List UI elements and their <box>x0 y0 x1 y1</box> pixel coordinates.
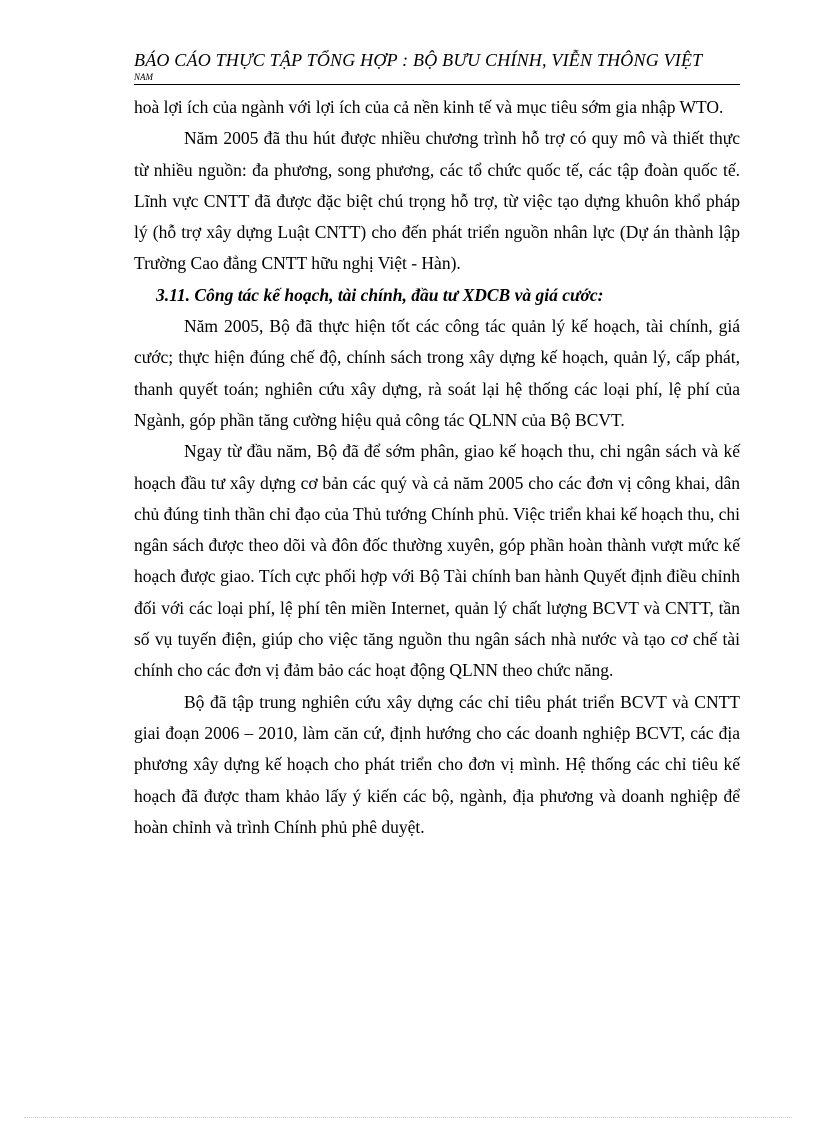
section-heading: 3.11. Công tác kế hoạch, tài chính, đầu tư XDCB và giá cước: <box>156 284 604 305</box>
header-title: BÁO CÁO THỰC TẬP TỔNG HỢP : BỘ BƯU CHÍNH, VIỄN THÔNG VIỆT <box>134 50 703 70</box>
paragraph-budget: Ngay từ đầu năm, Bộ đã để sớm phân, giao kế hoạch thu, chi ngân sách và kế hoạch đầu tư xây dựng cơ bản các quý và cả năm 2005 cho các đơn vị công khai, dân chủ đúng tinh thần chỉ đạo của Thủ tướng Chính phủ. Việc triển khai kế hoạch thu, chi ngân sách được theo dõi và đôn đốc thường xuyên, góp phần hoàn thành vượt mức kế hoạch được giao. Tích cực phối hợp với Bộ Tài chính ban hành Quyết định điều chỉnh đối với các loại phí, lệ phí tên miền Internet, quản lý chất lượng BCVT và CNTT, tần số vụ tuyến điện, giúp cho việc tăng nguồn thu ngân sách nhà nước và tạo cơ chế tài chính cho các đơn vị đảm bảo các hoạt động QLNN theo chức năng. <box>134 441 740 681</box>
paragraph-management: Năm 2005, Bộ đã thực hiện tốt các công tác quản lý kế hoạch, tài chính, giá cước; thực hiện đúng chế độ, chính sách trong xây dựng kế hoạch, quản lý, cấp phát, thanh quyết toán; nghiên cứu xây dựng, rà soát lại hệ thống các loại phí, lệ phí của Ngành, góp phần tăng cường hiệu quả công tác QLNN của Bộ BCVT. <box>134 316 740 430</box>
paragraph-continued: hoà lợi ích của ngành với lợi ích của cả nền kinh tế và mục tiêu sớm gia nhập WTO. <box>134 97 724 117</box>
header-subtitle: NAM <box>134 72 153 82</box>
page-header <box>134 48 740 85</box>
document-body <box>134 92 740 843</box>
page-bottom-rule <box>24 1117 792 1118</box>
paragraph-support-programs: Năm 2005 đã thu hút được nhiều chương trình hỗ trợ có quy mô và thiết thực từ nhiều nguồn: đa phương, song phương, các tổ chức quốc tế, các tập đoàn quốc tế. Lĩnh vực CNTT đã được đặc biệt chú trọng hỗ trợ, từ việc tạo dựng khuôn khổ pháp lý (hỗ trợ xây dựng Luật CNTT) cho đến phát triển nguồn nhân lực (Dự án thành lập Trường Cao đẳng CNTT hữu nghị Việt - Hàn). <box>134 128 740 274</box>
paragraph-indicators: Bộ đã tập trung nghiên cứu xây dựng các chỉ tiêu phát triển BCVT và CNTT giai đoạn 2006 – 2010, làm căn cứ, định hướng cho các doanh nghiệp BCVT, các địa phương xây dựng kế hoạch cho phát triển cho đơn vị mình. Hệ thống các chỉ tiêu kế hoạch đã được tham khảo lấy ý kiến các bộ, ngành, địa phương và doanh nghiệp để hoàn chỉnh và trình Chính phủ phê duyệt. <box>134 691 740 837</box>
